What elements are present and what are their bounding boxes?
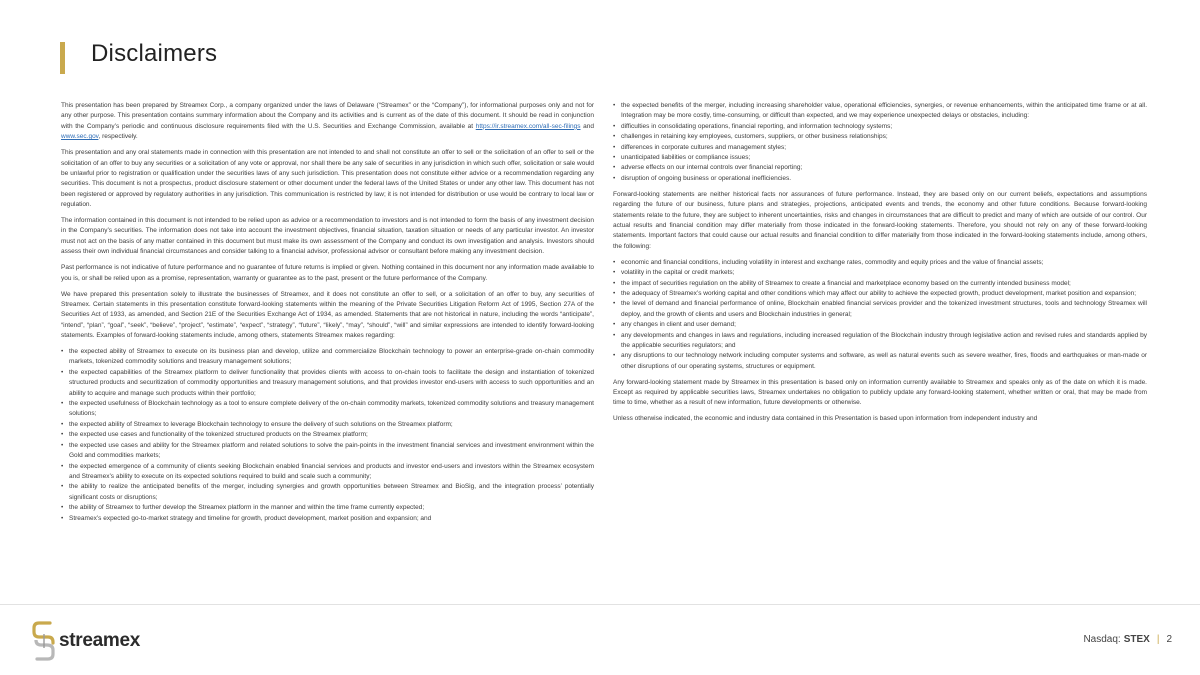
list-item: • the expected use cases and ability for the Streamex platform and related solutions to solve the pain-points in the investment financial services and investment environment within the Gold and commodities markets; (61, 441, 594, 462)
list-item: • unanticipated liabilities or compliance issues; (613, 153, 1147, 163)
list-item: • the impact of securities regulation on the ability of Streamex to create a financial and marketplace economy based on the currently intended business model; (613, 279, 1147, 289)
list-item: • the expected capabilities of the Streamex platform to deliver functionality that provides clients with access to on-chain tools to facilitate the design and instantiation of tokenized structured products and securitization of commodity opportunities and treasury management solutions, and that provides investor end-users with access to such opportunities and an ability to acquire and manage such products within their portfolio; (61, 368, 594, 399)
left-bullet-list (61, 347, 594, 524)
ticker-symbol: STEX (1123, 634, 1150, 645)
list-item: • any developments and changes in laws and regulations, including increased regulation of the Blockchain industry through legislative action and revised rules and standards applied by the applicable securities regulators; and (613, 331, 1147, 352)
forward-looking-paragraph: We have prepared this presentation solely to illustrate the businesses of Streamex, and it does not constitute an offer to sell, or a solicitation of an offer to buy, any securities of Streamex. Certain statements in this presentation constitute forward-looking statements within the meaning of the Private Securities Litigation Reform Act of 1995, Section 27A of the Securities Act of 1933, as amended, and Section 21E of the Securities Exchange Act of 1934, as amended. Statements that are not historical in nature, including the words “anticipate”, “intend”, “plan”, “goal”, “seek”, “believe”, “project”, “estimate”, “expect”, “strategy”, “future”, “likely”, “may”, “should”, “will” and similar expressions are intended to identify forward-looking statements. Examples of forward-looking statements include, among others, statements Streamex makes regarding: (61, 290, 594, 340)
list-item: • the adequacy of Streamex’s working capital and other conditions which may affect our ability to achieve the expected growth, product development, market position and expansion; (613, 289, 1147, 299)
list-item: • the expected ability of Streamex to execute on its business plan and develop, utilize and commercialize Blockchain technology to power an enterprise-grade on-chain commodity markets, tokenized commodity solutions and treasury management solutions; (61, 347, 594, 368)
list-item: • the ability of Streamex to further develop the Streamex platform in the manner and within the time frame currently expected; (61, 503, 594, 513)
list-item: • differences in corporate cultures and management styles; (613, 143, 1147, 153)
left-column (61, 101, 594, 529)
list-item: • the expected ability of Streamex to leverage Blockchain technology to ensure the delivery of such solutions on the Streamex platform; (61, 420, 594, 430)
list-item: • the expected use cases and functionality of the tokenized structured products on the Streamex platform; (61, 430, 594, 440)
list-item: • challenges in retaining key employees, customers, suppliers, or other business relationships; (613, 132, 1147, 142)
sec-filings-link[interactable]: https://ir.streamex.com/all-sec-filings (475, 122, 581, 130)
title-accent-bar (60, 42, 65, 74)
streamex-logo (32, 620, 140, 662)
list-item: • economic and financial conditions, including volatility in interest and exchange rates, commodity and equity prices and the value of financial assets; (613, 258, 1147, 268)
footer-divider (0, 604, 1200, 605)
list-item: • difficulties in consolidating operations, financial reporting, and information technology systems; (613, 122, 1147, 132)
page-number: 2 (1166, 634, 1172, 645)
right-column (613, 101, 1147, 430)
list-item: • the ability to realize the anticipated benefits of the merger, including synergies and growth opportunities between Streamex and BioSig, and the integration process’ potentially significant costs or disruptions; (61, 482, 594, 503)
intro-paragraph: This presentation has been prepared by Streamex Corp., a company organized under the laws of Delaware (“Streamex” or the “Company”), for informational purposes only and not for any other purpose. This presentation contains summary information about the Company and its activities and is current as of the date of this document. It should be read in conjunction with the Company’s periodic and continuous disclosure requirements filed with the U.S. Securities and Exchange Commission, available at https://ir.streamex.com/all-sec-filings and www.sec.gov, respectively. (61, 102, 594, 141)
past-performance-paragraph: Past performance is not indicative of future performance and no guarantee of future returns is implied or given. Nothing contained in this document nor any information made available to you is, or shall be relied upon as a promise, representation, warranty or guarantee as to the past, present or the future performance of the Company. (61, 264, 594, 282)
sec-gov-link[interactable]: www.sec.gov (61, 133, 99, 141)
page-title: Disclaimers (91, 40, 218, 67)
forward-looking-facts-paragraph: Forward-looking statements are neither historical facts nor assurances of future performance. Instead, they are based only on our current beliefs, expectations and assumptions regarding the future of our business, future plans and strategies, projections, anticipated events and trends, the economy and other future conditions. Because forward-looking statements relate to the future, they are subject to inherent uncertainties, risks and changes in circumstances that are difficult to predict and many of which are outside of our control. Our actual results and financial condition may differ materially from those indicated in the forward-looking statements. Therefore, you should not rely on any of these forward-looking statements. Important factors that could cause our actual results and financial condition to differ materially from those indicated in the forward-looking statements include, among others, the following: (613, 190, 1147, 250)
footer-separator: | (1156, 634, 1160, 645)
list-item: • any changes in client and user demand; (613, 320, 1147, 330)
list-item: • Streamex’s expected go-to-market strategy and timeline for growth, product development, market position and expansion; and (61, 514, 594, 524)
exchange-label: Nasdaq: (1083, 634, 1121, 645)
footer-info (1083, 634, 1172, 645)
not-advice-paragraph: The information contained in this document is not intended to be relied upon as advice or a recommendation to investors and is not intended to form the basis of any investment decision in the Company’s securities. The information does not take into account the investment objectives, financial situation, taxation situation or needs of any particular investor. An investor must not act on the basis of any matter contained in this document but must make its own assessment of the Company and conduct its own investigation and analysis. Investors should assess their own individual financial circumstances and consider talking to a financial advisor, professional advisor or consultant before making any investment decision. (61, 217, 594, 256)
list-item: • the level of demand and financial performance of online, Blockchain enabled financial services provider and the tokenized investment structures, tools and technology Streamex will deploy, and the growth of clients and users and Blockchain industries in general; (613, 299, 1147, 320)
streamex-logo-icon (32, 620, 56, 662)
list-item: • volatility in the capital or credit markets; (613, 268, 1147, 278)
important-factors-list (613, 258, 1147, 372)
logo-wordmark: streamex (59, 630, 141, 651)
no-update-paragraph: Any forward-looking statement made by Streamex in this presentation is based only on information currently available to Streamex and speaks only as of the date on which it is made. Except as required by applicable securities laws, Streamex undertakes no obligation to publicly update any forward-looking statement, whether written or oral, that may be made from time to time, whether as a result of new information, future developments or otherwise. (613, 378, 1147, 407)
list-item: • adverse effects on our internal controls over financial reporting; (613, 163, 1147, 173)
list-item: • the expected emergence of a community of clients seeking Blockchain enabled financial services and products and investor end-users and investors within the Streamex ecosystem and Streamex’s ability to execute on its expected solutions required to build and scale such a community; (61, 462, 594, 483)
industry-data-paragraph: Unless otherwise indicated, the economic and industry data contained in this Presentation is based upon information from independent industry and (613, 415, 1038, 423)
list-item: • the expected benefits of the merger, including increasing shareholder value, operational efficiencies, synergies, or revenue enhancements, within the anticipated time frame or at all. Integration may be more costly, time-consuming, or difficult than expected, and we may experience unexpected delays or obstacles, including: (613, 101, 1147, 122)
list-item: • the expected usefulness of Blockchain technology as a tool to ensure complete delivery of the on-chain commodity markets, tokenized commodity solutions and treasury management solutions; (61, 399, 594, 420)
no-offer-paragraph: This presentation and any oral statements made in connection with this presentation are not intended to and shall not constitute an offer to sell or the solicitation of an offer to sell or the solicitation of an offer to buy any securities or a solicitation of any vote or approval, nor shall there be any sale of securities in any jurisdiction in which such offer, solicitation or sale would be unlawful prior to registration or qualification under the securities laws of any such jurisdiction. This presentation does not constitute either advice or a recommendation regarding any securities. This document is not a prospectus, product disclosure statement or other document under the federal laws of the United States or under any other law. This document has not been registered or approved by regulatory authorities in any jurisdiction. This communication is restricted by law; it is not intended for distribution or use would be contrary to local law or regulation. (61, 149, 594, 209)
merger-risk-list (613, 101, 1147, 184)
list-item: • any disruptions to our technology network including computer systems and software, as well as natural events such as severe weather, fires, floods and earthquakes or man-made or other disruptions of our operating systems, structures or equipment. (613, 351, 1147, 372)
list-item: • disruption of ongoing business or operational inefficiencies. (613, 174, 1147, 184)
